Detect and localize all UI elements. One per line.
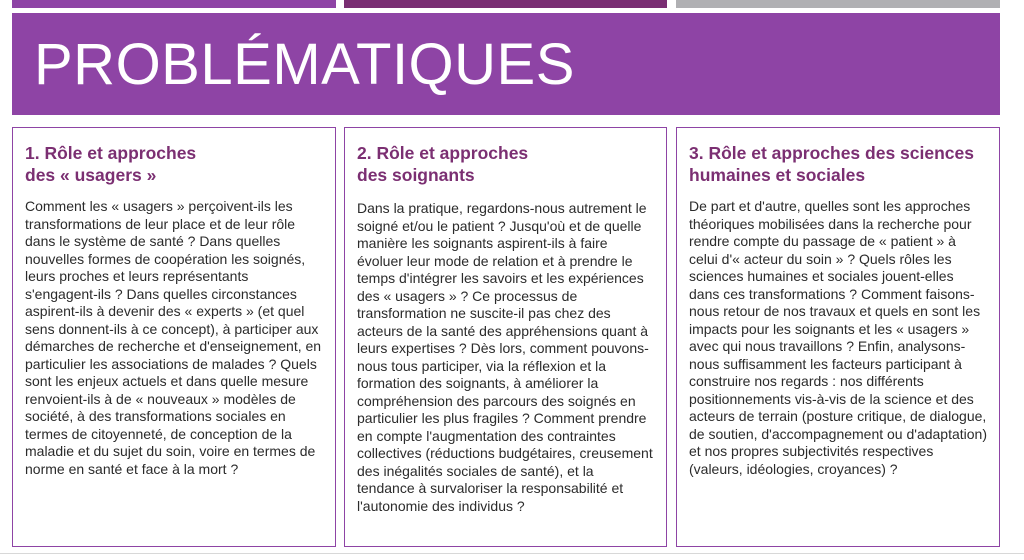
page-title: PROBLÉMATIQUES — [34, 32, 575, 97]
column-soignants — [344, 127, 667, 547]
heading-line-2: des « usagers » — [25, 165, 157, 185]
heading-line-1: 3. Rôle et approches des sciences — [689, 143, 974, 163]
bottom-divider — [0, 553, 1024, 554]
column-body: Dans la pratique, regardons-nous autrement le soigné et/ou le patient ? Jusqu'où et de quelle manière les soignants aspirent-ils à faire évoluer leur mode de relation et à prendre le temps d'intégrer les savoirs et les expériences des « usagers » ? Ce processus de transformation ne suscite-il pas chez des acteurs de la santé des appréhensions quant à leurs expertises ? Dès lors, comment pouvons-nous tous participer, via la réflexion et la formation des soignants, à améliorer la compréhension des parcours des soignés en particulier les plus fragiles ? Comment prendre en compte l'augmentation des contraintes collectives (réductions budgétaires, creusement des inégalités sociales de santé), et la tendance à survaloriser la responsabilité et l'autonomie des individus ? — [357, 200, 653, 514]
column-body: Comment les « usagers » perçoivent-ils les transformations de leur place et de leur rôle dans le système de santé ? Dans quelles nouvelles formes de coopération les soignés, leurs proches et leurs représentants s'engagent-ils ? Dans quelles circonstances aspirent-ils à devenir des « experts » (et quel sens donnent-ils à ce concept), à participer aux démarches de recherche et d'enseignement, en particulier les associations de malades ? Quels sont les enjeux actuels et dans quelle mesure renvoient-ils à de « nouveaux » modèles de société, à des transformations sociales en termes de citoyenneté, de conception de la maladie et du sujet du soin, voire en termes de norme en santé et face à la mort ? — [25, 198, 322, 477]
heading-line-1: 1. Rôle et approches — [25, 143, 197, 163]
column-usagers — [12, 127, 336, 547]
top-accent-bar-3 — [676, 0, 1000, 8]
column-body: De part et d'autre, quelles sont les approches théoriques mobilisées dans la recherche pour rendre compte du passage de « patient » à celui d'« acteur du soin » ? Quels rôles les sciences humaines et sociales jouent-elles dans ces transformations ? Comment faisons-nous retour de nos travaux et quels en sont les impacts pour les soignants et les « usagers » avec qui nous travaillons ? Enfin, analysons-nous suffisamment les facteurs participant à construire nos regards : nos différents positionnements vis-à-vis de la science et des acteurs de terrain (posture critique, de dialogue, de soutien, d'accompagnement ou d'adaptation) et nos propres subjectivités respectives (valeurs, idéologies, croyances) ? — [689, 198, 987, 477]
column-heading — [689, 142, 987, 186]
heading-line-2: humaines et sociales — [689, 165, 866, 185]
top-accent-bar-1 — [12, 0, 336, 8]
column-heading — [357, 142, 654, 186]
heading-line-1: 2. Rôle et approches — [357, 143, 529, 163]
top-accent-bar-2 — [344, 0, 667, 8]
heading-line-2: des soignants — [357, 165, 475, 185]
column-heading — [25, 142, 323, 186]
column-sciences-humaines — [676, 127, 1000, 547]
title-banner — [12, 13, 1000, 115]
